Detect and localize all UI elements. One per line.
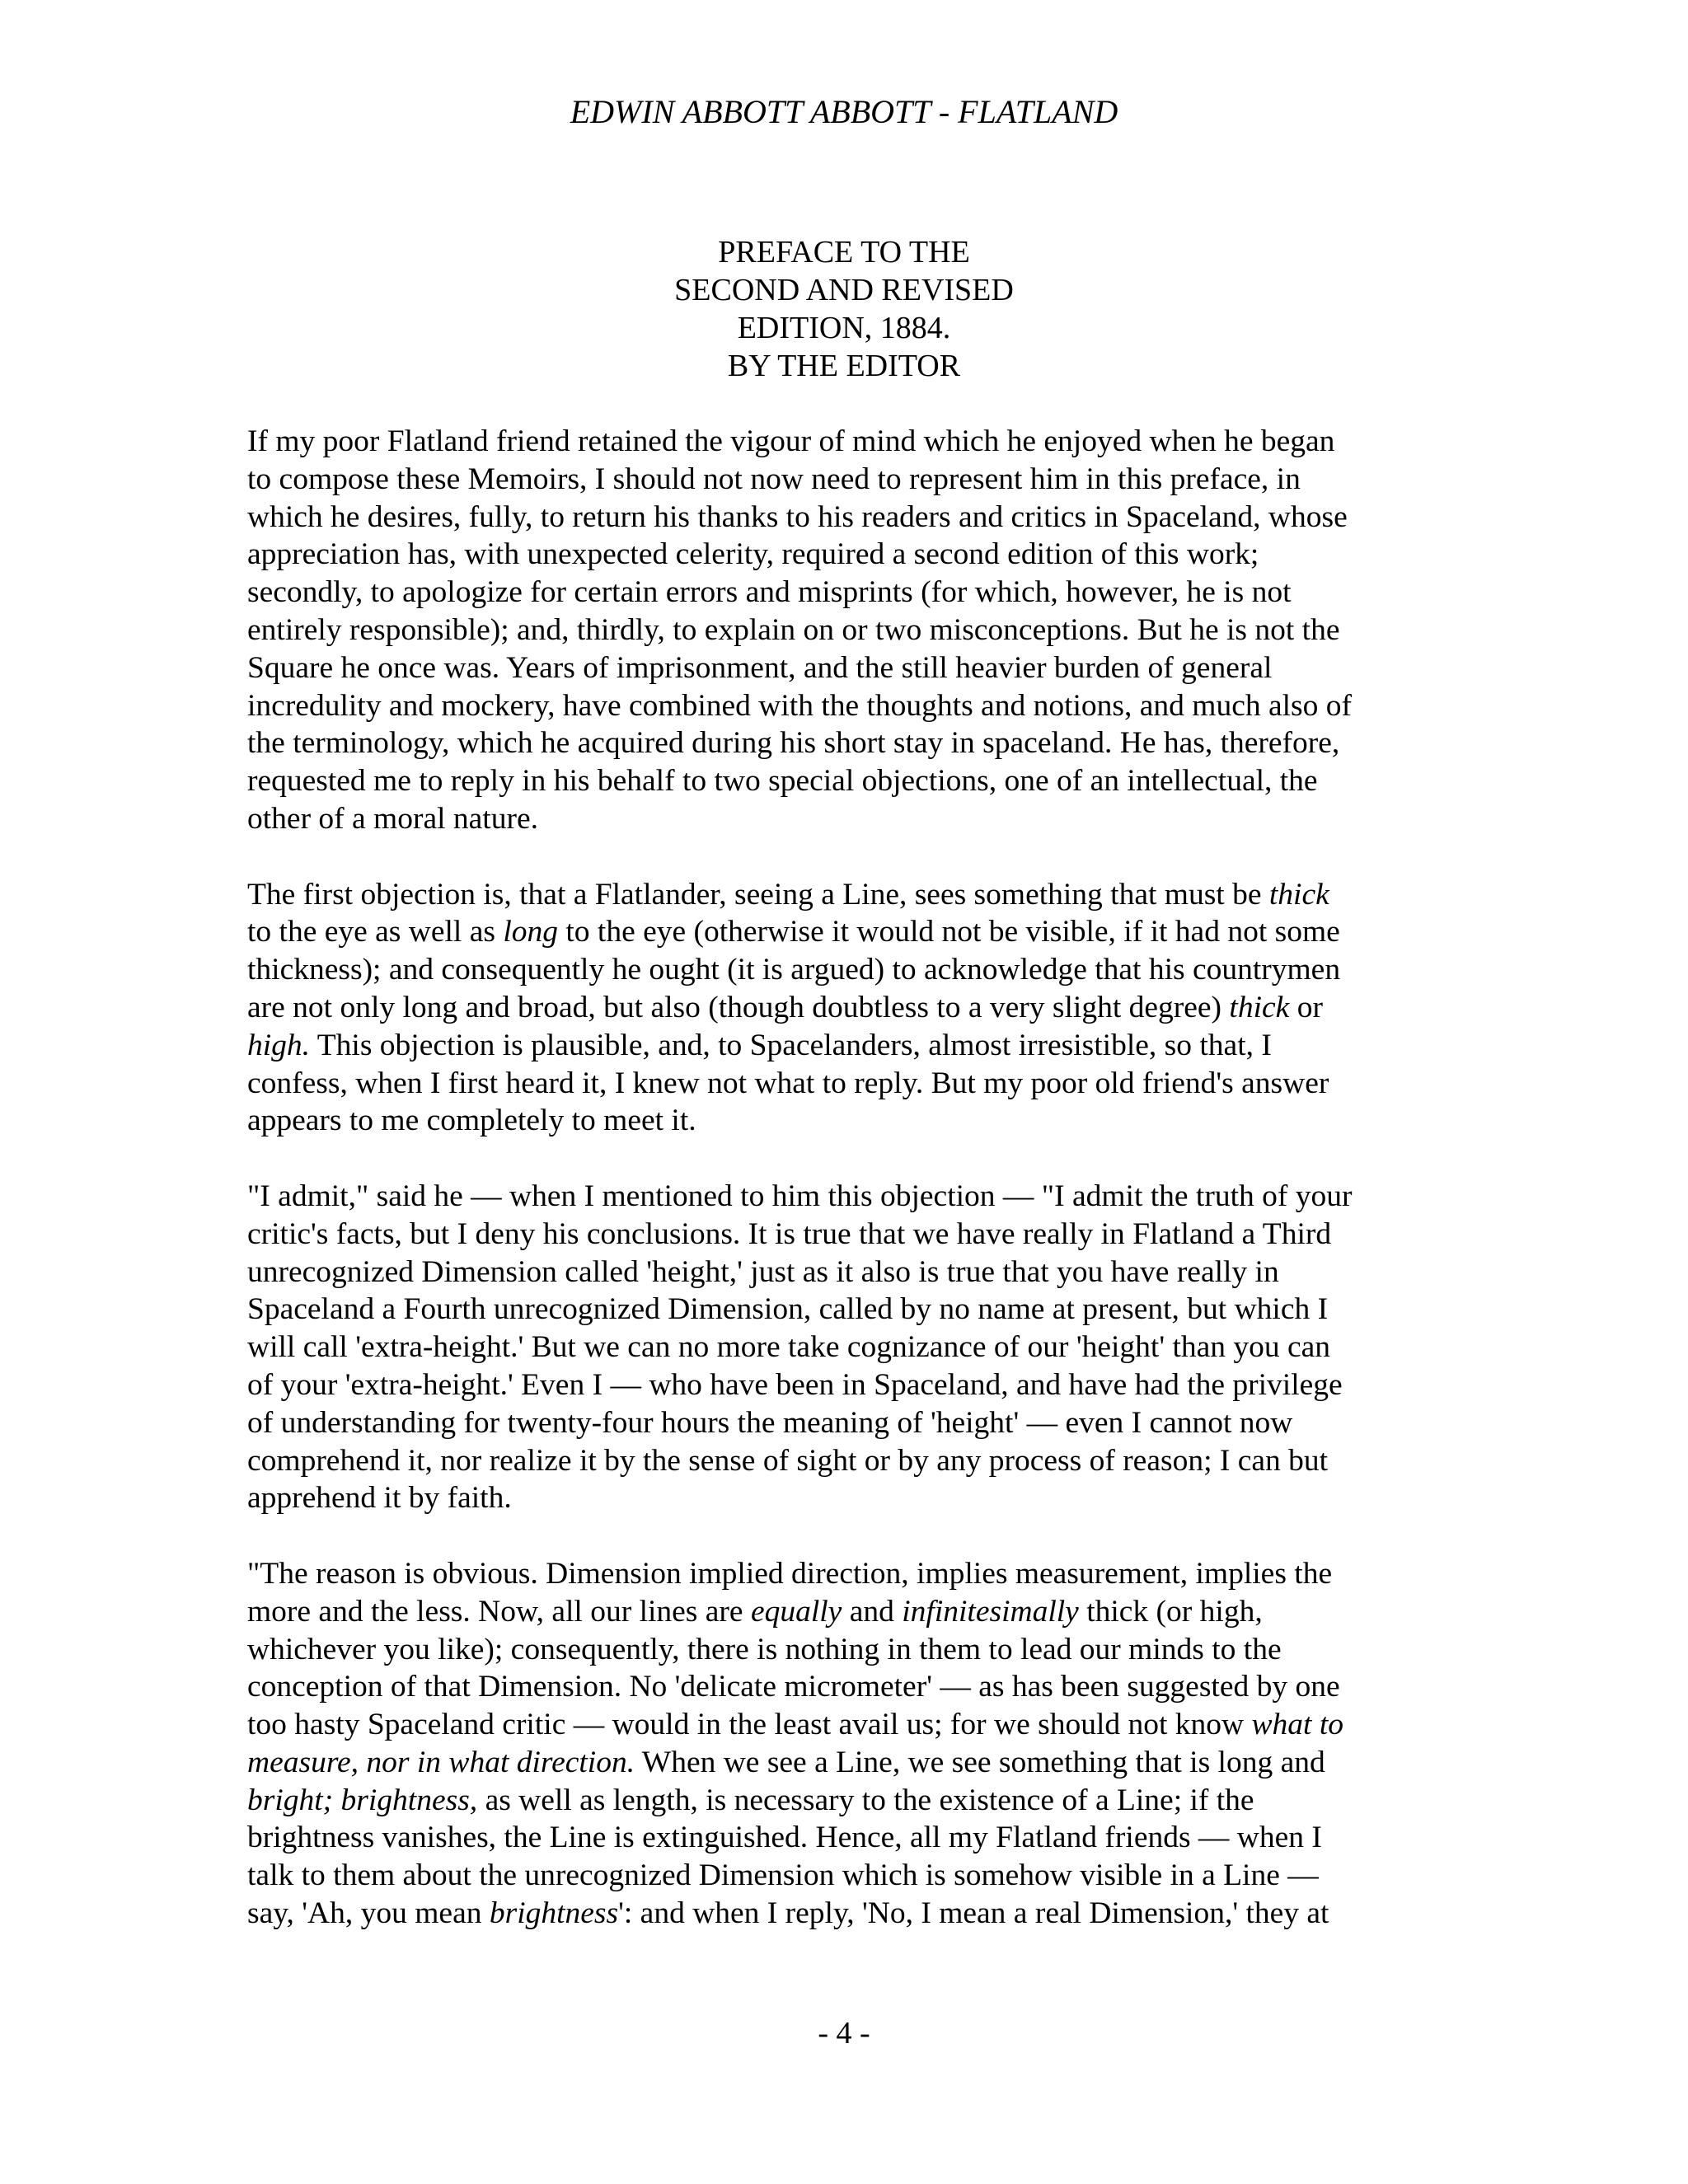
text-run: incredulity and mockery, have combined with the thoughts and notions, and much also of xyxy=(247,688,1352,723)
text-run: If my poor Flatland friend retained the vigour of mind which he enjoyed when he began xyxy=(247,424,1335,458)
text-run: more and the less. Now, all our lines are xyxy=(247,1594,751,1629)
text-line xyxy=(247,1404,1451,1442)
text-run: the terminology, which he acquired during his short stay in spaceland. He has, therefore, xyxy=(247,726,1340,761)
paragraph xyxy=(247,1178,1451,1517)
text-line xyxy=(247,876,1451,914)
text-run: confess, when I first heard it, I knew not what to reply. But my poor old friend's answer xyxy=(247,1066,1329,1100)
text-run: to the eye (otherwise it would not be visible, if it had not some xyxy=(557,915,1340,949)
text-line xyxy=(247,1857,1451,1895)
text-run: and xyxy=(842,1594,903,1629)
text-run: conception of that Dimension. No 'delicate micrometer' — as has been suggested by one xyxy=(247,1670,1340,1704)
text-run: to the eye as well as xyxy=(247,915,504,949)
text-line xyxy=(247,1442,1451,1480)
text-run: thickness); and consequently he ought (it is argued) to acknowledge that his countrymen xyxy=(247,953,1341,987)
text-line xyxy=(247,536,1451,574)
text-line xyxy=(247,1668,1451,1706)
italic-run: long xyxy=(503,915,558,949)
text-run: brightness vanishes, the Line is extinguished. Hence, all my Flatland friends — when I xyxy=(247,1821,1322,1855)
text-line xyxy=(247,762,1451,800)
text-line xyxy=(247,1254,1451,1291)
italic-run: brightness xyxy=(489,1896,619,1931)
text-run: or xyxy=(1289,990,1323,1024)
title-line: PREFACE TO THE xyxy=(718,235,970,269)
italic-run: high. xyxy=(247,1028,311,1062)
text-line xyxy=(247,989,1451,1027)
text-line xyxy=(247,913,1451,951)
text-line xyxy=(247,687,1451,725)
title-line: BY THE EDITOR xyxy=(727,349,961,383)
text-line xyxy=(247,423,1451,461)
text-run: critic's facts, but I deny his conclusions. It is true that we have really in Flatland a Third xyxy=(247,1216,1332,1251)
text-line xyxy=(247,499,1451,537)
text-line xyxy=(247,1479,1451,1517)
text-line xyxy=(247,1329,1451,1366)
text-line xyxy=(247,800,1451,838)
text-run: apprehend it by faith. xyxy=(247,1481,512,1516)
text-line xyxy=(247,1706,1451,1744)
page-number: - 4 - xyxy=(818,2016,870,2050)
italic-run: thick xyxy=(1229,990,1290,1024)
text-line xyxy=(247,612,1451,649)
title-line: EDITION, 1884. xyxy=(737,311,951,345)
text-line xyxy=(247,1027,1451,1065)
text-line xyxy=(247,574,1451,612)
text-run: When we see a Line, we see something that is long and xyxy=(635,1745,1325,1779)
text-line xyxy=(247,1065,1451,1103)
text-run: are not only long and broad, but also (though doubtless to a very slight degree) xyxy=(247,990,1230,1024)
text-line xyxy=(247,1744,1451,1782)
text-run: of your 'extra-height.' Even I — who have been in Spaceland, and have had the privilege xyxy=(247,1367,1343,1402)
text-run: thick (or high, xyxy=(1078,1594,1263,1629)
text-run: of understanding for twenty-four hours the meaning of 'height' — even I cannot now xyxy=(247,1405,1293,1440)
text-line xyxy=(247,1782,1451,1820)
text-line xyxy=(247,1895,1451,1933)
text-run: as well as length, is necessary to the existence of a Line; if the xyxy=(477,1783,1254,1817)
paragraph xyxy=(247,876,1451,1141)
text-run: "I admit," said he — when I mentioned to him this objection — "I admit the truth of your xyxy=(247,1179,1353,1213)
text-line xyxy=(247,649,1451,687)
text-run: requested me to reply in his behalf to two special objections, one of an intellectual, the xyxy=(247,764,1318,799)
italic-run: bright; brightness, xyxy=(247,1783,478,1817)
body-text xyxy=(247,423,1451,1971)
italic-run: what to xyxy=(1251,1708,1343,1742)
italic-run: infinitesimally xyxy=(902,1594,1079,1629)
text-run: appears to me completely to meet it. xyxy=(247,1104,696,1138)
text-run: ': and when I reply, 'No, I mean a real Dimension,' they at xyxy=(618,1896,1329,1931)
preface-title xyxy=(0,233,1688,385)
paragraph xyxy=(247,423,1451,838)
text-run: whichever you like); consequently, there is nothing in them to lead our minds to the xyxy=(247,1632,1282,1666)
text-run: which he desires, fully, to return his thanks to his readers and critics in Spaceland, whose xyxy=(247,499,1348,534)
text-line xyxy=(247,461,1451,499)
text-run: Spaceland a Fourth unrecognized Dimension, called by no name at present, but which I xyxy=(247,1292,1329,1327)
text-line xyxy=(247,1631,1451,1669)
text-line xyxy=(247,1366,1451,1404)
paragraph xyxy=(247,1555,1451,1933)
text-run: appreciation has, with unexpected celerity, required a second edition of this work; xyxy=(247,537,1259,572)
text-run: will call 'extra-height.' But we can no more take cognizance of our 'height' than you can xyxy=(247,1330,1331,1365)
italic-run: thick xyxy=(1268,877,1329,912)
text-run: talk to them about the unrecognized Dimension which is somehow visible in a Line — xyxy=(247,1858,1319,1893)
text-run: entirely responsible); and, thirdly, to explain on or two misconceptions. But he is not the xyxy=(247,612,1340,647)
text-run: Square he once was. Years of imprisonment, and the still heavier burden of general xyxy=(247,650,1273,685)
italic-run: equally xyxy=(750,1594,842,1629)
text-line xyxy=(247,1178,1451,1216)
text-line xyxy=(247,1593,1451,1631)
text-run: comprehend it, nor realize it by the sense of sight or by any process of reason; I can but xyxy=(247,1443,1329,1478)
text-run: secondly, to apologize for certain errors and misprints (for which, however, he is not xyxy=(247,575,1292,610)
italic-run: measure, nor in what direction. xyxy=(247,1745,635,1779)
text-run: too hasty Spaceland critic — would in the least avail us; for we should not know xyxy=(247,1708,1252,1742)
text-line xyxy=(247,1555,1451,1593)
text-run: unrecognized Dimension called 'height,' just as it also is true that you have really in xyxy=(247,1254,1279,1289)
title-line: SECOND AND REVISED xyxy=(674,273,1014,307)
text-run: The first objection is, that a Flatlander, seeing a Line, sees something that must be xyxy=(247,877,1269,912)
text-line xyxy=(247,1102,1451,1140)
text-line xyxy=(247,1819,1451,1857)
text-line xyxy=(247,951,1451,989)
text-run: This objection is plausible, and, to Spacelanders, almost irresistible, so that, I xyxy=(310,1028,1272,1062)
text-run: say, 'Ah, you mean xyxy=(247,1896,490,1931)
text-run: other of a moral nature. xyxy=(247,801,538,836)
text-line xyxy=(247,724,1451,762)
running-header: EDWIN ABBOTT ABBOTT - FLATLAND xyxy=(570,93,1118,130)
text-line xyxy=(247,1216,1451,1254)
text-line xyxy=(247,1291,1451,1329)
text-run: to compose these Memoirs, I should not now need to represent him in this preface, in xyxy=(247,462,1301,496)
text-run: "The reason is obvious. Dimension implied direction, implies measurement, implies the xyxy=(247,1556,1333,1591)
